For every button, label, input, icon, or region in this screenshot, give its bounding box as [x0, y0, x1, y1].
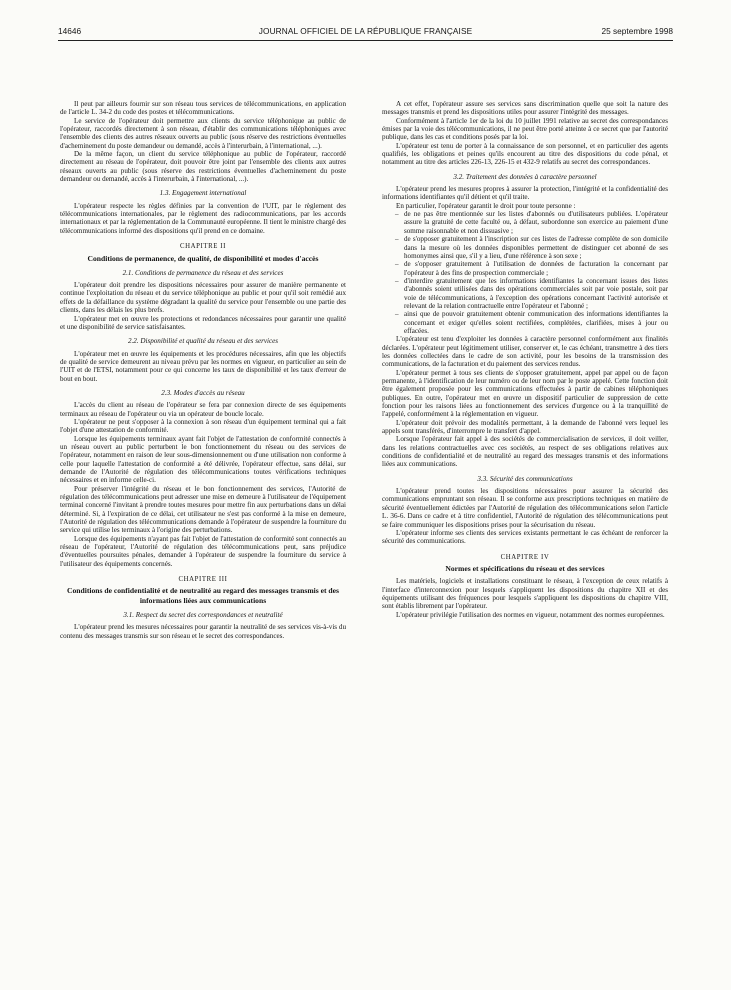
list-item: – de s'opposer gratuitement à l'utilisation de données de facturation la concernant par l'opérateur à des fins de prospection commerciale ;	[404, 260, 668, 277]
chapter-title: Conditions de confidentialité et de neutralité au regard des messages transmis et des informations liées aux communications	[67, 586, 339, 605]
section-heading: 2.3. Modes d'accès au réseau	[161, 388, 245, 397]
section-heading: 2.1. Conditions de permanence du réseau et des services	[122, 268, 284, 277]
paragraph: L'opérateur est tenu de porter à la connaissance de son personnel, et en particulier des agents qualifiés, les obligations et peines qu'ils encourent au titre des dispositions du code pénal, et notamment au titre des articles 226-13, 226-15 et 432-9 relatifs au secret des correspondances.	[382, 141, 668, 167]
section-heading: 2.2. Disponibilité et qualité du réseau et des services	[127, 337, 279, 346]
paragraph: Lorsque des équipements n'ayant pas fait l'objet de l'attestation de conformité sont connectés au réseau de l'opérateur, l'Autorité de régulation des télécommunications peut, sans préjudice d'éventuelles poursuites pénales, demander à l'opérateur de suspendre la fourniture du service à l'utilisateur des équipements concernés.	[60, 534, 346, 568]
chapter-label: CHAPITRE III	[178, 576, 228, 584]
rights-list	[382, 210, 668, 335]
paragraph: Lorsque les équipements terminaux ayant fait l'objet de l'attestation de conformité connectés à un réseau ouvert au public perturbent le bon fonctionnement du réseau ou des services de l'opérateur, notamment en raison de leur sous-dimensionnement ou d'une utilisation non conforme à celle pour laquelle l'attestation de conformité a été délivrée, l'opérateur effectue, sans délai, sur demande de l'Autorité de régulation des télécommunications toutes vérifications techniques nécessaires et en informe celle-ci.	[60, 434, 346, 485]
list-item: – de ne pas être mentionnée sur les listes d'abonnés ou d'utilisateurs publiées. L'opérateur assure la gratuité de cette faculté ou, à défaut, subordonne son exercice au paiement d'une somme raisonnable et non dissuasive ;	[404, 210, 668, 235]
section-heading: 3.1. Respect du secret des correspondances et neutralité	[123, 611, 283, 620]
paragraph: Le service de l'opérateur doit permettre aux clients du service téléphonique au public de l'opérateur, raccordés directement à son réseau, d'établir des communications téléphoniques avec l'ensemble des clients des autres réseaux ouverts au public (sous réserve des restrictions éventuelles d'acheminement du poste demandeur ou demandé, accès à l'interurbain, à l'international, ...).	[60, 116, 346, 150]
paragraph: L'opérateur prend les mesures propres à assurer la protection, l'intégrité et la confidentialité des informations identifiantes qu'il détient et qu'il traite.	[382, 185, 668, 202]
header-rule	[58, 40, 673, 41]
page-number: 14646	[58, 26, 82, 36]
paragraph: L'opérateur doit prévoir des modalités permettant, à la demande de l'abonné vers lequel les appels sont transférés, d'interrompre le transfert d'appel.	[382, 418, 668, 436]
chapter-label: CHAPITRE II	[179, 243, 227, 251]
chapter-label: CHAPITRE IV	[500, 553, 550, 561]
paragraph: L'opérateur privilégie l'utilisation des normes en vigueur, notamment des normes européennes.	[396, 610, 665, 619]
page-header	[58, 22, 673, 36]
publication-date: 25 septembre 1998	[601, 26, 673, 36]
paragraph: De la même façon, un client du service téléphonique au public de l'opérateur, raccordé directement au réseau de l'opérateur, doit pouvoir être joint par l'ensemble des clients aux autres réseaux ouverts au public (sous réserve des restrictions éventuelles d'acheminement du poste demandeur ou demandé, accès à l'interurbain, à l'international, ...).	[60, 150, 346, 184]
paragraph: Lorsque l'opérateur fait appel à des sociétés de commercialisation de services, il doit veiller, dans les relations contractuelles avec ces sociétés, au respect de ses obligations relatives aux conditions de confidentialité et de neutralité au regard des messages transmis et des informations liées aux communications.	[382, 435, 668, 469]
paragraph: L'opérateur est tenu d'exploiter les données à caractère personnel conformément aux finalités déclarées. L'opérateur peut légitimement utiliser, conserver et, le cas échéant, transmettre à des tiers les données collectées dans le cadre de son activité, pour les besoins de la transmission des communications, de la facturation et du paiement des services rendus.	[382, 335, 668, 369]
paragraph: Pour préserver l'intégrité du réseau et le bon fonctionnement des services, l'Autorité de régulation des télécommunications peut adresser une mise en demeure à l'utilisateur de l'équipement terminal concerné l'invitant à prendre toutes mesures pour mettre fin aux perturbations dans un délai déterminé. Si, à l'expiration de ce délai, cet utilisateur ne s'est pas conformé à la mise en demeure, l'Autorité de régulation des télécommunications demande à l'opérateur de suspendre la fourniture du service qui utilise les terminaux à l'origine des perturbations.	[60, 484, 346, 535]
chapter-title: Normes et spécifications du réseau et des services	[445, 563, 605, 573]
paragraph: Conformément à l'article 1er de la loi du 10 juillet 1991 relative au secret des correspondances émises par la voie des télécommunications, il ne peut être porté atteinte à ce secret que par l'autorité publique, dans les cas et conditions posés par la loi.	[382, 116, 668, 142]
paragraph: L'opérateur respecte les règles définies par la convention de l'UIT, par le règlement des télécommunications internationales, par le règlement des radiocommunications, par les accords internationaux et par la réglementation de la Communauté européenne. Il tient le ministre chargé des télécommunications informé des dispositions qu'il prend en ce domaine.	[60, 201, 346, 235]
paragraph: L'accès du client au réseau de l'opérateur se fera par connexion directe de ses équipements terminaux au réseau de l'opérateur ou via un opérateur de boucle locale.	[60, 401, 346, 418]
paragraph: Il peut par ailleurs fournir sur son réseau tous services de télécommunications, en application de l'article L. 34-2 du code des postes et télécommunications.	[60, 100, 346, 117]
right-column	[382, 100, 668, 619]
list-item: – d'interdire gratuitement que les informations identifiantes la concernant issues des listes d'abonnés soient utilisées dans des opérations commerciales soit par voie postale, soit par voie de télécommunications, à l'exception des opérations concernant l'activité autorisée et relevant de la relation contractuelle entre l'opérateur et l'abonné ;	[404, 277, 668, 310]
paragraph: L'opérateur doit prendre les dispositions nécessaires pour assurer de manière permanente et continue l'exploitation du réseau et du service téléphonique au public et pour qu'il soit remédié aux effets de la défaillance du système dégradant la qualité du service pour l'ensemble ou une partie des clients, dans les délais les plus brefs.	[60, 281, 346, 315]
section-heading: 3.3. Sécurité des communications	[477, 474, 573, 483]
paragraph: A cet effet, l'opérateur assure ses services sans discrimination quelle que soit la nature des messages transmis et prend les dispositions utiles pour assurer l'intégrité des messages.	[382, 100, 668, 117]
paragraph: En particulier, l'opérateur garantit le droit pour toute personne :	[396, 201, 576, 210]
paragraph: L'opérateur informe ses clients des services existants permettant le cas échéant de renforcer la sécurité des communications.	[382, 528, 668, 546]
paragraph: L'opérateur met en œuvre les protections et redondances nécessaires pour garantir une qualité et une disponibilité de service satisfaisantes.	[60, 314, 346, 331]
list-item: – de s'opposer gratuitement à l'inscription sur ces listes de l'adresse complète de son domicile dans la mesure où les données disponibles permettent de distinguer cet abonné de ses homonymes ainsi que, s'il y a lieu, d'une référence à son sexe ;	[404, 235, 668, 260]
paragraph: L'opérateur ne peut s'opposer à la connexion à son réseau d'un équipement terminal qui a fait l'objet d'une attestation de conformité.	[60, 417, 346, 435]
paragraph: Les matériels, logiciels et installations constituant le réseau, à l'exception de ceux relatifs à l'interface d'interconnexion pour lesquels s'appliquent les dispositions du chapitre XII et des équipements utilisant des fréquences pour lesquels s'appliquent les dispositions du chapitre VIII, sont établis librement par l'opérateur.	[382, 577, 668, 611]
paragraph: L'opérateur permet à tous ses clients de s'opposer gratuitement, appel par appel ou de façon permanente, à l'identification de leur numéro ou de leur nom par le poste appelé. Cette fonction doit être également proposée pour les communications effectuées à partir de cabines téléphoniques publiques. En outre, l'opérateur met en œuvre un dispositif particulier de suppression de cette fonction pour les raisons liées au fonctionnement des services d'urgence ou à la tranquillité de l'appelé, conformément à la réglementation en vigueur.	[382, 368, 668, 419]
list-item: – ainsi que de pouvoir gratuitement obtenir communication des informations identifiantes la concernant et exiger qu'elles soient rectifiées, complétées, clarifiées, mises à jour ou effacées.	[404, 310, 668, 335]
journal-title: JOURNAL OFFICIEL DE LA RÉPUBLIQUE FRANÇAISE	[258, 26, 473, 36]
section-heading: 3.2. Traitement des données à caractère personnel	[453, 172, 597, 181]
paragraph: L'opérateur prend les mesures nécessaires pour garantir la neutralité de ses services vis-à-vis du contenu des messages transmis sur son réseau et le secret des correspondances.	[60, 623, 346, 640]
left-column	[60, 100, 346, 640]
section-heading: 1.3. Engagement international	[159, 189, 247, 198]
chapter-title: Conditions de permanence, de qualité, de disponibilité et modes d'accès	[87, 253, 319, 263]
paragraph: L'opérateur met en œuvre les équipements et les procédures nécessaires, afin que les objectifs de qualité de service demeurent au niveau prévu par les normes en vigueur, en particulier au sein de l'UIT et de l'ETSI, notamment pour ce qui concerne les taux de disponibilité et les taux d'erreur de bout en bout.	[60, 349, 346, 383]
paragraph: L'opérateur prend toutes les dispositions nécessaires pour assurer la sécurité des communications empruntant son réseau. Il se conforme aux prescriptions techniques en matière de sécurité éventuellement édictées par l'Autorité de régulation des télécommunications selon l'article L. 36-6. Dans ce cadre et à titre confidentiel, l'Autorité de régulation des télécommunications peut se faire communiquer les dispositions prises pour la sécurisation du réseau.	[382, 487, 668, 529]
